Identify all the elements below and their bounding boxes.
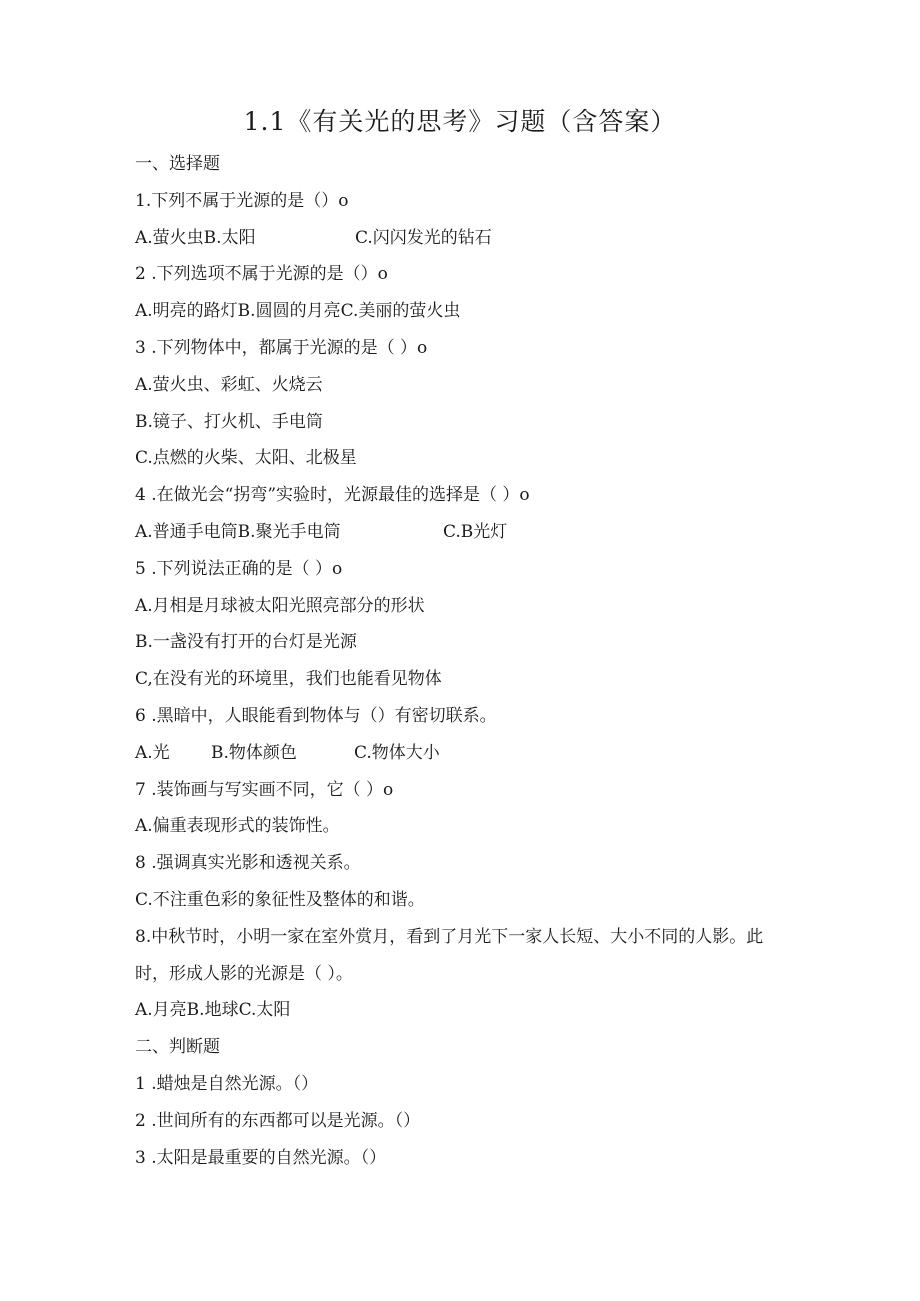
section-heading-choice: 一、选择题 bbox=[135, 154, 220, 174]
document-content bbox=[135, 146, 785, 1176]
question-5-stem: 5 .下列说法正确的是（ ）o bbox=[135, 558, 343, 579]
question-1-stem: 1.下列不属于光源的是（）o bbox=[135, 190, 349, 211]
question-3-stem: 3 .下列物体中，都属于光源的是（ ）o bbox=[135, 337, 428, 358]
question-4-option-c: C.B光灯 bbox=[443, 521, 508, 542]
question-5-option-a: A.月相是月球被太阳光照亮部分的形状 bbox=[135, 595, 425, 616]
question-1-options bbox=[135, 220, 785, 257]
question-5-option-c: C,在没有光的环境里，我们也能看见物体 bbox=[135, 669, 442, 690]
question-4-option-ab: A.普通手电筒B.聚光手电筒 bbox=[135, 521, 341, 542]
question-1-option-ab: A.萤火虫B.太阳 bbox=[135, 227, 256, 248]
question-6-option-b: B.物体颜色 bbox=[211, 742, 297, 763]
document-title: 1.1《有关光的思考》习题（含答案） bbox=[243, 107, 677, 136]
question-5-option-b: B.一盏没有打开的台灯是光源 bbox=[135, 632, 357, 653]
question-1-option-c: C.闪闪发光的钻石 bbox=[355, 227, 492, 248]
question-6-option-c: C.物体大小 bbox=[354, 742, 440, 763]
question-3-option-a: A.萤火虫、彩虹、火烧云 bbox=[135, 374, 323, 395]
question-6-stem: 6 .黑暗中，人眼能看到物体与（）有密切联系。 bbox=[135, 705, 497, 726]
question-4-options bbox=[135, 514, 785, 551]
question-7-option-a: A.偏重表现形式的装饰性。 bbox=[135, 816, 340, 837]
judgment-1: 1 .蜡烛是自然光源。（） bbox=[135, 1073, 319, 1094]
question-3-option-b: B.镜子、打火机、手电筒 bbox=[135, 411, 323, 432]
question-8-stem: 8.中秋节时，小明一家在室外赏月，看到了月光下一家人长短、大小不同的人影。此时，形成人影的光源是（ ）。 bbox=[135, 926, 764, 984]
section-heading-judgment: 二、判断题 bbox=[135, 1037, 220, 1058]
question-6-options bbox=[135, 735, 785, 772]
question-6-option-a: A.光 bbox=[135, 742, 170, 763]
question-3-option-c: C.点燃的火柴、太阳、北极星 bbox=[135, 448, 357, 469]
judgment-2: 2 .世间所有的东西都可以是光源。（） bbox=[135, 1110, 421, 1131]
question-7-stem: 7 .装饰画与写实画不同，它（ ）o bbox=[135, 779, 394, 800]
question-4-stem: 4 .在做光会“拐弯”实验时，光源最佳的选择是（ ）o bbox=[135, 485, 530, 506]
question-2-options: A.明亮的路灯B.圆圆的月亮C.美丽的萤火虫 bbox=[135, 301, 461, 322]
question-8-options: A.月亮B.地球C.太阳 bbox=[135, 1000, 291, 1021]
question-7-option-b: 8 .强调真实光影和透视关系。 bbox=[135, 853, 361, 874]
judgment-3: 3 .太阳是最重要的自然光源。（） bbox=[135, 1147, 387, 1168]
question-2-stem: 2 .下列选项不属于光源的是（）o bbox=[135, 264, 388, 285]
question-7-option-c: C.不注重色彩的象征性及整体的和谐。 bbox=[135, 889, 425, 910]
